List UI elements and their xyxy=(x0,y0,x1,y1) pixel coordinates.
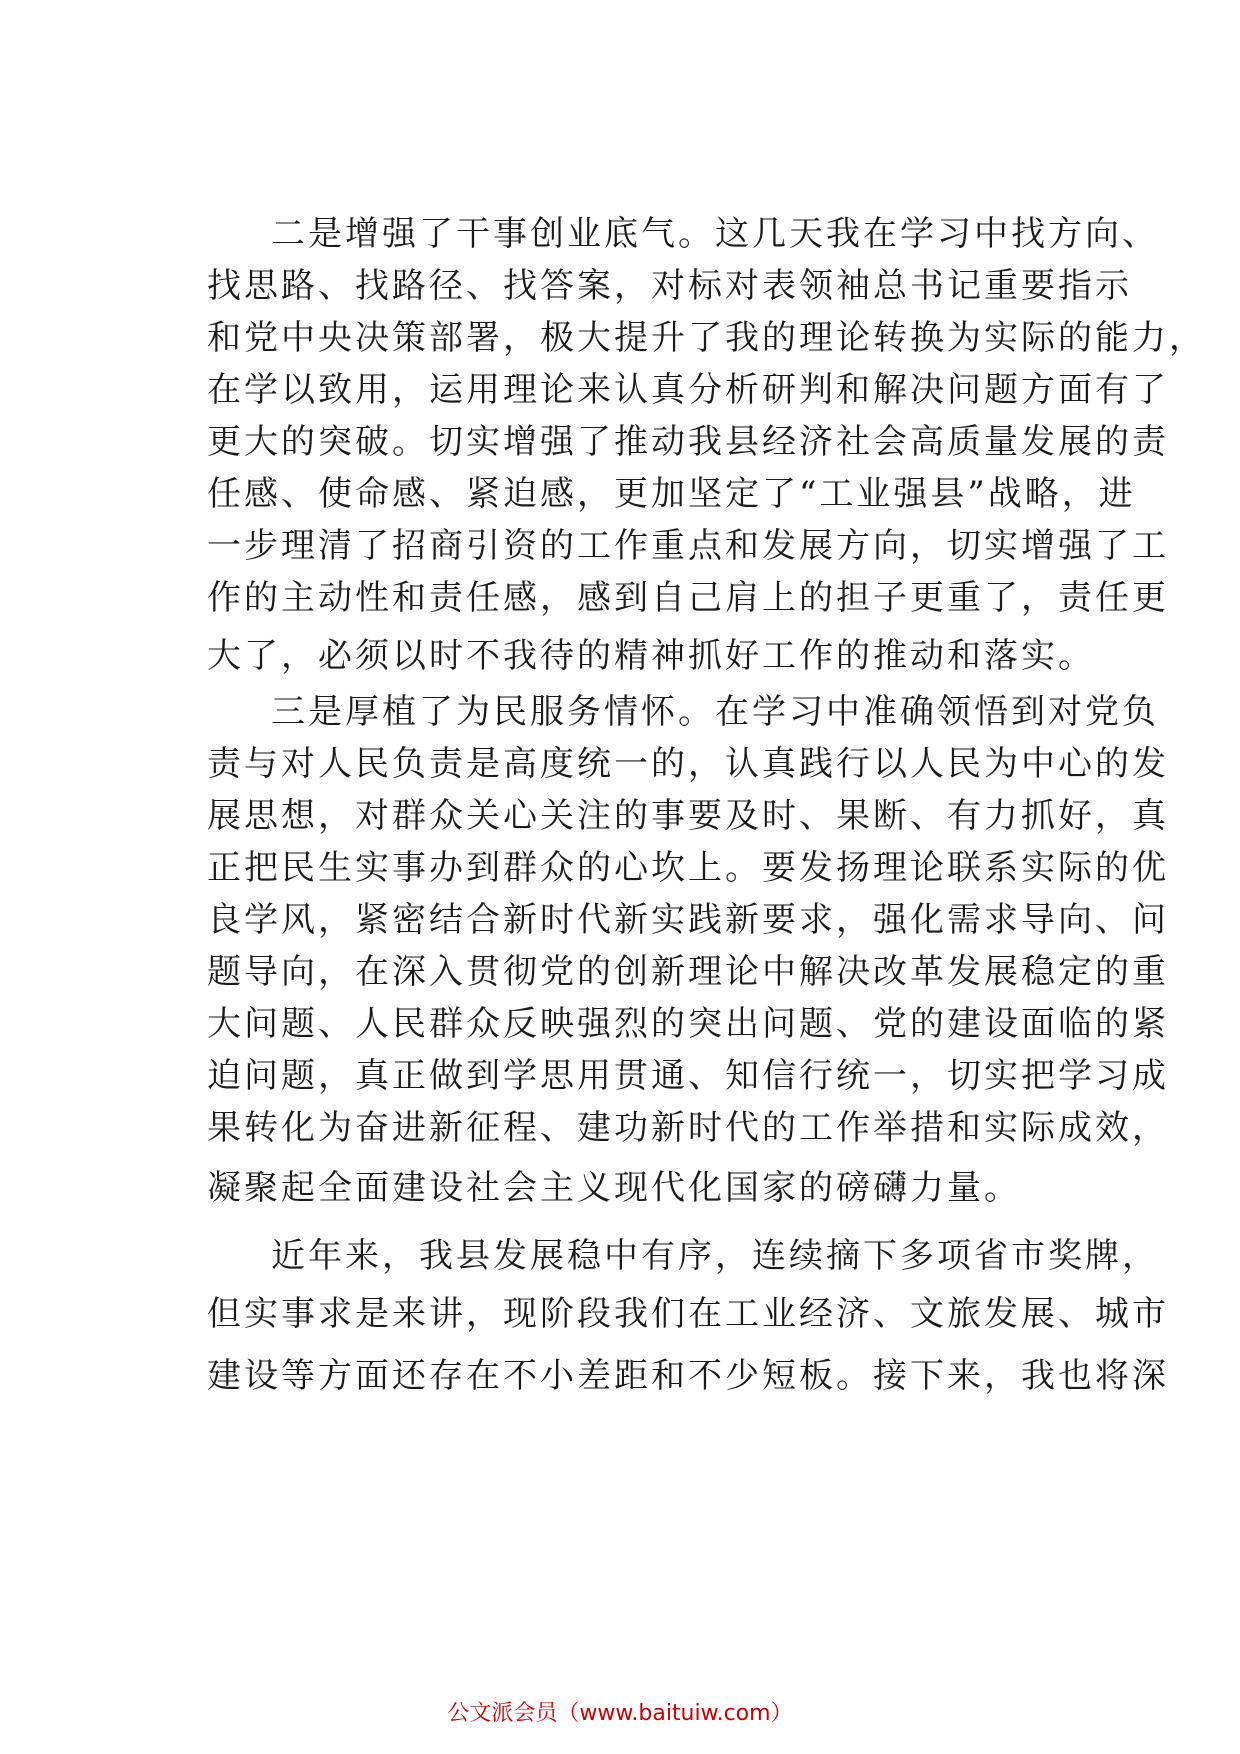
text-line: 任感、使命感、紧迫感，更加坚定了“工业强县”战略，进 xyxy=(207,474,1136,514)
text-line: 责与对人民负责是高度统一的，认真践行以人民为中心的发 xyxy=(207,744,1169,784)
text-line: 作的主动性和责任感，感到自己肩上的担子更重了，责任更 xyxy=(207,578,1169,618)
text-line: 二是增强了干事创业底气。这几天我在学习中找方向、 xyxy=(271,214,1159,254)
text-line: 大问题、人民群众反映强烈的突出问题、党的建设面临的紧 xyxy=(207,1004,1169,1044)
text-line: 但实事求是来讲，现阶段我们在工业经济、文旅发展、城市 xyxy=(207,1294,1169,1334)
text-line: 果转化为奋进新征程、建功新时代的工作举措和实际成效， xyxy=(207,1108,1169,1148)
text-line: 和党中央决策部署，极大提升了我的理论转换为实际的能力， xyxy=(207,318,1206,358)
text-line: 正把民生实事办到群众的心坎上。要发扬理论联系实际的优 xyxy=(207,848,1169,888)
text-line: 大了，必须以时不我待的精神抓好工作的推动和落实。 xyxy=(207,636,1095,676)
text-line: 迫问题，真正做到学思用贯通、知信行统一，切实把学习成 xyxy=(207,1056,1169,1096)
text-line: 良学风，紧密结合新时代新实践新要求，强化需求导向、问 xyxy=(207,900,1169,940)
footer-watermark: 公文派会员（www.baituiw.com） xyxy=(447,1701,793,1726)
text-line: 题导向，在深入贯彻党的创新理论中解决改革发展稳定的重 xyxy=(207,952,1169,992)
text-line: 展思想，对群众关心关注的事要及时、果断、有力抓好，真 xyxy=(207,796,1169,836)
text-line: 凝聚起全面建设社会主义现代化国家的磅礴力量。 xyxy=(207,1168,1021,1208)
text-line: 近年来，我县发展稳中有序，连续摘下多项省市奖牌， xyxy=(271,1236,1159,1276)
text-line: 一步理清了招商引资的工作重点和发展方向，切实增强了工 xyxy=(207,526,1169,566)
text-line: 更大的突破。切实增强了推动我县经济社会高质量发展的责 xyxy=(207,422,1169,462)
text-line: 三是厚植了为民服务情怀。在学习中准确领悟到对党负 xyxy=(271,692,1159,732)
text-line: 建设等方面还存在不小差距和不少短板。接下来，我也将深 xyxy=(207,1356,1169,1396)
text-line: 找思路、找路径、找答案，对标对表领袖总书记重要指示 xyxy=(207,266,1132,306)
text-line: 在学以致用，运用理论来认真分析研判和解决问题方面有了 xyxy=(207,370,1169,410)
